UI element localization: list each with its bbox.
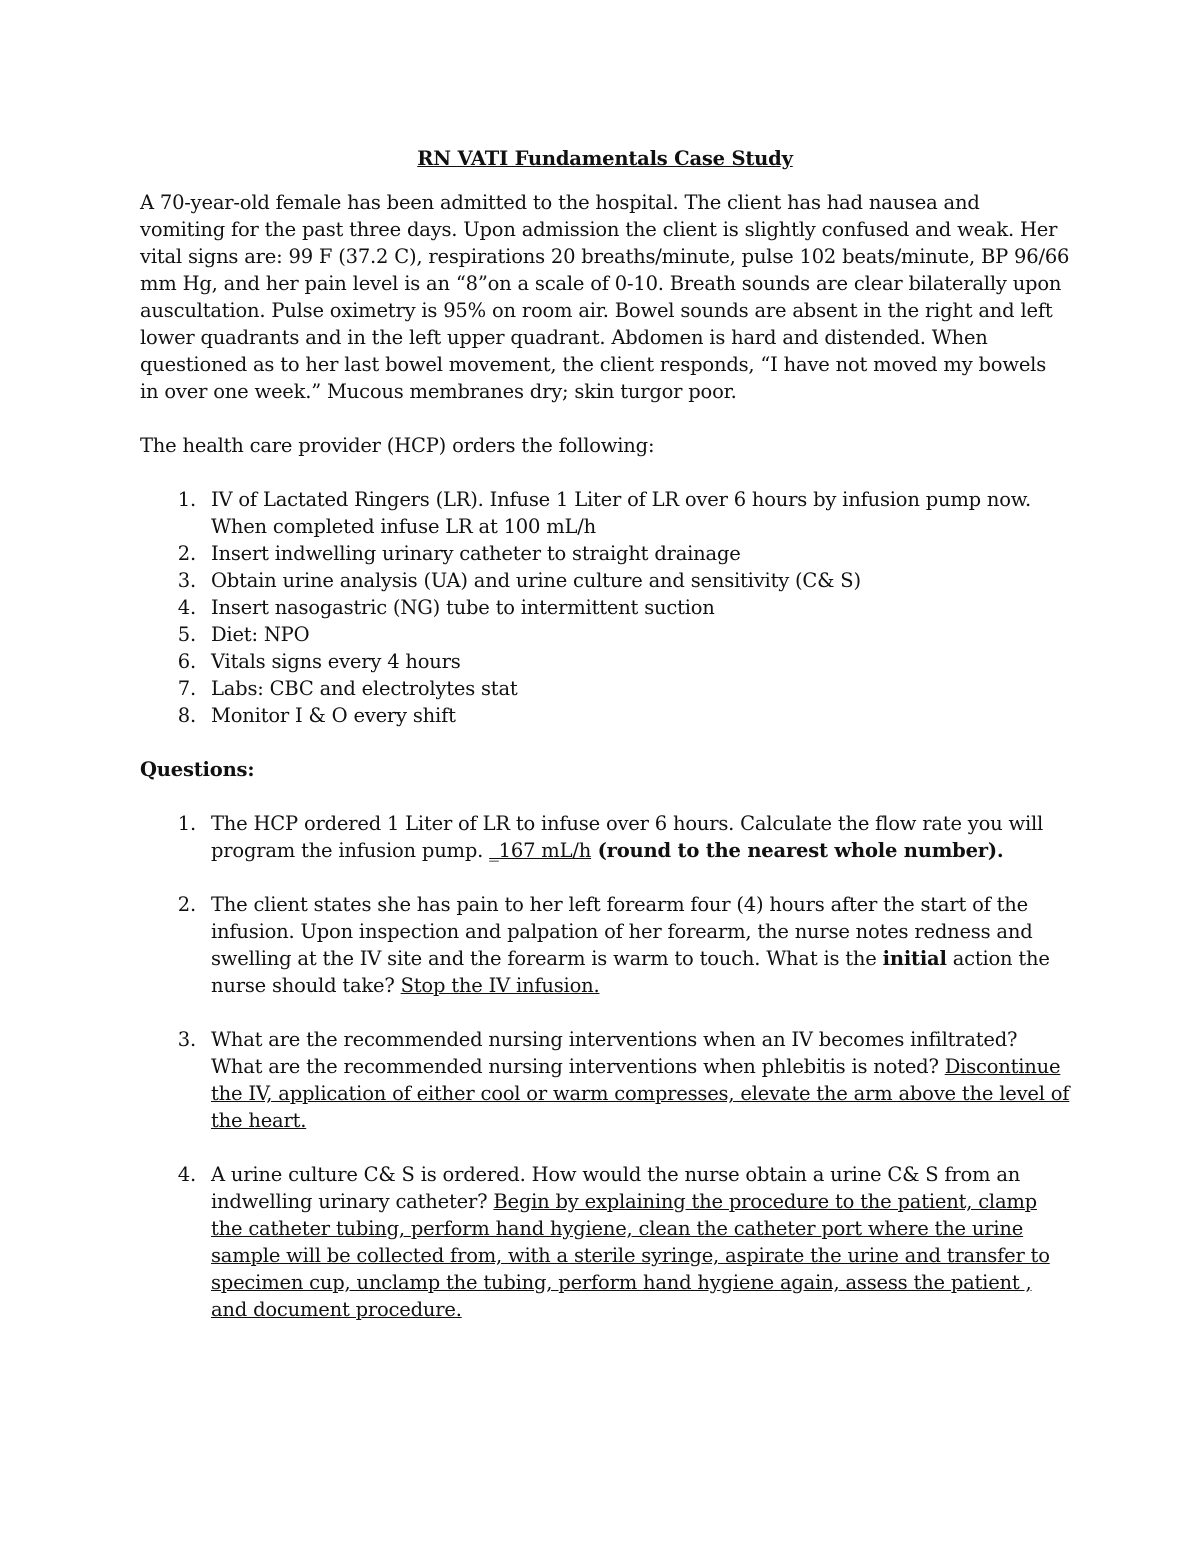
- question-item: 4. A urine culture C& S is ordered. How would the nurse obtain a urine C& S from an indwelling urinary catheter? Begin by explaining the procedure to the patient, clamp the catheter tubing, perform hand hygiene, clean the catheter port where the urine sample will be collected from, with a sterile syringe, aspirate the urine and transfer to specimen cup, unclamp the tubing, perform hand hygiene again, assess the patient , and document procedure.: [177, 1163, 1050, 1321]
- question-note: (round to the nearest whole number).: [591, 839, 1004, 862]
- document-title: RN VATI Fundamentals Case Study: [417, 147, 793, 170]
- question-text: The HCP ordered 1 Liter of LR to infuse over 6 hours. Calculate the flow rate you will program the infusion pump.: [211, 812, 1044, 862]
- order-item: 7. Labs: CBC and electrolytes stat: [177, 677, 518, 700]
- order-item: 1. IV of Lactated Ringers (LR). Infuse 1 Liter of LR over 6 hours by infusion pump now. When completed infuse LR at 100 mL/h: [177, 488, 1031, 538]
- question-answer: _167 mL/h: [489, 839, 592, 862]
- orders-heading: The health care provider (HCP) orders the following:: [140, 434, 655, 457]
- question-item: 2. The client states she has pain to her left forearm four (4) hours after the start of the infusion. Upon inspection and palpation of her forearm, the nurse notes redness and swelling at the IV site and the forearm is warm to touch. What is the initial action the nurse should take? Stop the IV infusion.: [177, 893, 1050, 997]
- question-text: What are the recommended nursing interventions when an IV becomes infiltrated? What are the recommended nursing interventions when phlebitis is noted?: [211, 1028, 1018, 1078]
- order-item: 5. Diet: NPO: [177, 623, 310, 646]
- order-item: 3. Obtain urine analysis (UA) and urine culture and sensitivity (C& S): [177, 569, 861, 592]
- question-text: action the nurse should take?: [211, 947, 1050, 997]
- question-answer: Begin by explaining the procedure to the patient, clamp the catheter tubing, perform hand hygiene, clean the catheter port where the urine sample will be collected from, with a sterile syringe, aspirate the urine and transfer to specimen cup, unclamp the tubing, perform hand hygiene again, assess the patient , and document procedure.: [211, 1190, 1050, 1321]
- order-item: 4. Insert nasogastric (NG) tube to intermittent suction: [177, 596, 715, 619]
- question-answer: Stop the IV infusion.: [400, 974, 600, 997]
- document-body: [140, 145, 1070, 1350]
- question-item: 3. What are the recommended nursing interventions when an IV becomes infiltrated? What are the recommended nursing interventions when phlebitis is noted? Discontinue the IV, application of either cool or warm compresses, elevate the arm above the level of the heart.: [177, 1028, 1070, 1132]
- order-item: 8. Monitor I & O every shift: [177, 704, 456, 727]
- question-item: 1. The HCP ordered 1 Liter of LR to infuse over 6 hours. Calculate the flow rate you will program the infusion pump. _167 mL/h (round to the nearest whole number).: [177, 812, 1044, 862]
- case-description: A 70-year-old female has been admitted to the hospital. The client has had nausea and vomiting for the past three days. Upon admission the client is slightly confused and weak. Her vital signs are: 99 F (37.2 C), respirations 20 breaths/minute, pulse 102 beats/minute, BP 96/66 mm Hg, and her pain level is an “8”on a scale of 0-10. Breath sounds are clear bilaterally upon auscultation. Pulse oximetry is 95% on room air. Bowel sounds are absent in the right and left lower quadrants and in the left upper quadrant. Abdomen is hard and distended. When questioned as to her last bowel movement, the client responds, “I have not moved my bowels in over one week.” Mucous membranes dry; skin turgor poor.: [140, 191, 1070, 403]
- order-item: 2. Insert indwelling urinary catheter to straight drainage: [177, 542, 741, 565]
- question-emphasis: initial: [882, 947, 947, 970]
- question-answer: Discontinue the IV, application of either cool or warm compresses, elevate the arm above the level of the heart.: [211, 1055, 1070, 1132]
- order-item: 6. Vitals signs every 4 hours: [177, 650, 461, 673]
- questions-heading: Questions:: [140, 758, 255, 781]
- questions-list: [140, 810, 1070, 1323]
- question-text: The client states she has pain to her left forearm four (4) hours after the start of the infusion. Upon inspection and palpation of her forearm, the nurse notes redness and swelling at the IV site and the forearm is warm to touch. What is the: [211, 893, 1033, 970]
- question-text: A urine culture C& S is ordered. How would the nurse obtain a urine C& S from an indwelling urinary catheter?: [211, 1163, 1021, 1213]
- orders-list: [140, 486, 1070, 729]
